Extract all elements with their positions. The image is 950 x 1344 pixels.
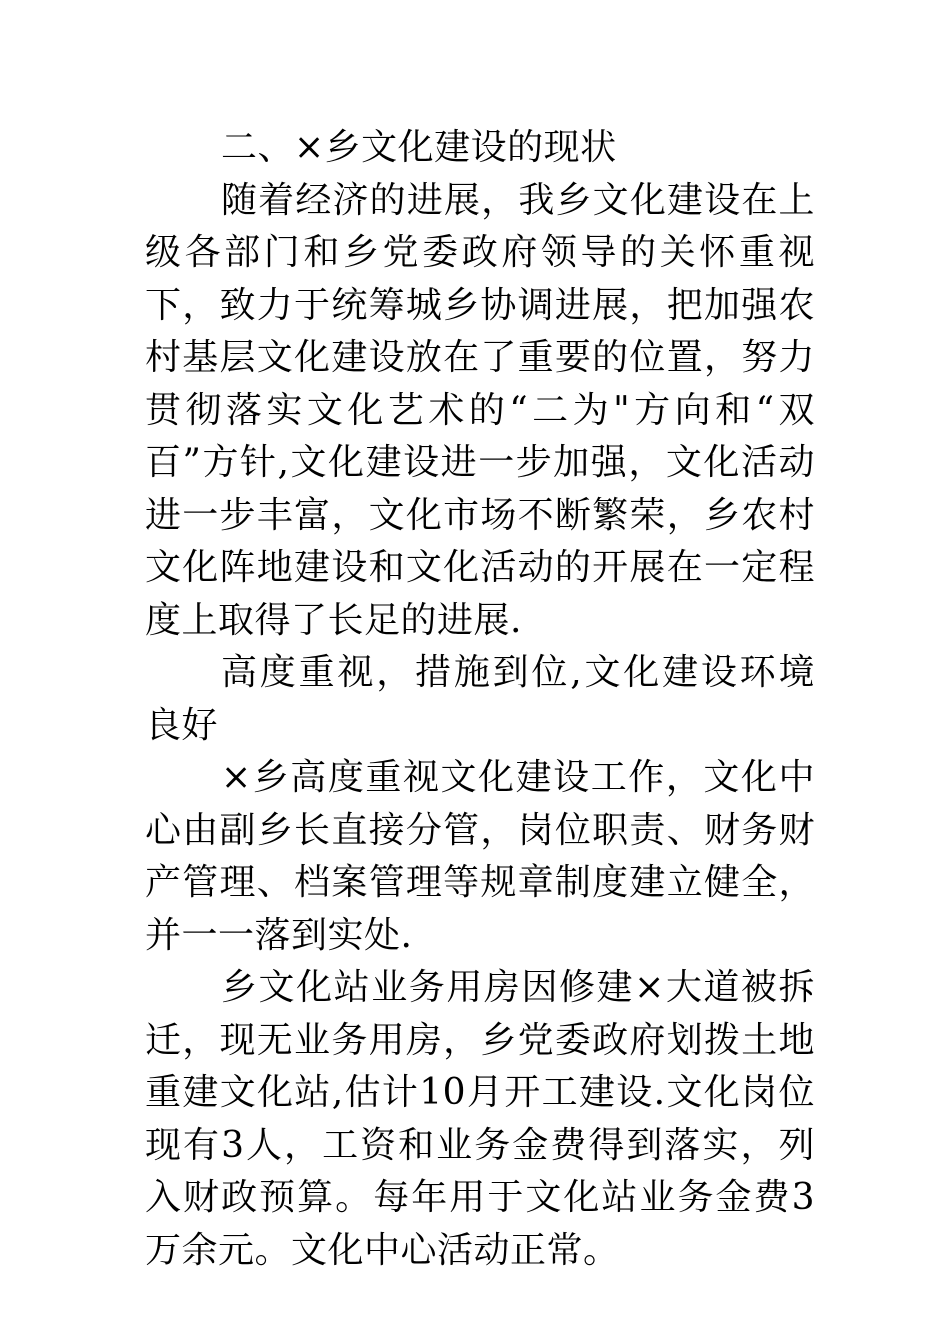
paragraph-facilities: 乡文化站业务用房因修建×大道被拆迁，现无业务用房，乡党委政府划拨土地重建文化站,估计10月开工建设.文化岗位现有3人，工资和业务金费得到落实，列入财政预算。每年用于文化站业务金费3万余元。文化中心活动正常。 — [145, 967, 815, 1271]
subheading-emphasis: 高度重视，措施到位,文化建设环境良好 — [145, 652, 815, 746]
paragraph-intro: 随着经济的进展，我乡文化建设在上级各部门和乡党委政府领导的关怀重视下，致力于统筹城乡协调进展，把加强农村基层文化建设放在了重要的位置，努力贯彻落实文化艺术的“二为"方向和“双百”方针,文化建设进一步加强，文化活动进一步丰富，文化市场不断繁荣，乡农村文化阵地建设和文化活动的开展在一定程度上取得了长足的进展. — [145, 179, 815, 641]
section-heading: 二、×乡文化建设的现状 — [221, 127, 617, 168]
document-body — [145, 122, 815, 1277]
paragraph-management: ×乡高度重视文化建设工作，文化中心由副乡长直接分管，岗位职责、财务财产管理、档案管理等规章制度建立健全，并一一落到实处. — [145, 757, 815, 956]
